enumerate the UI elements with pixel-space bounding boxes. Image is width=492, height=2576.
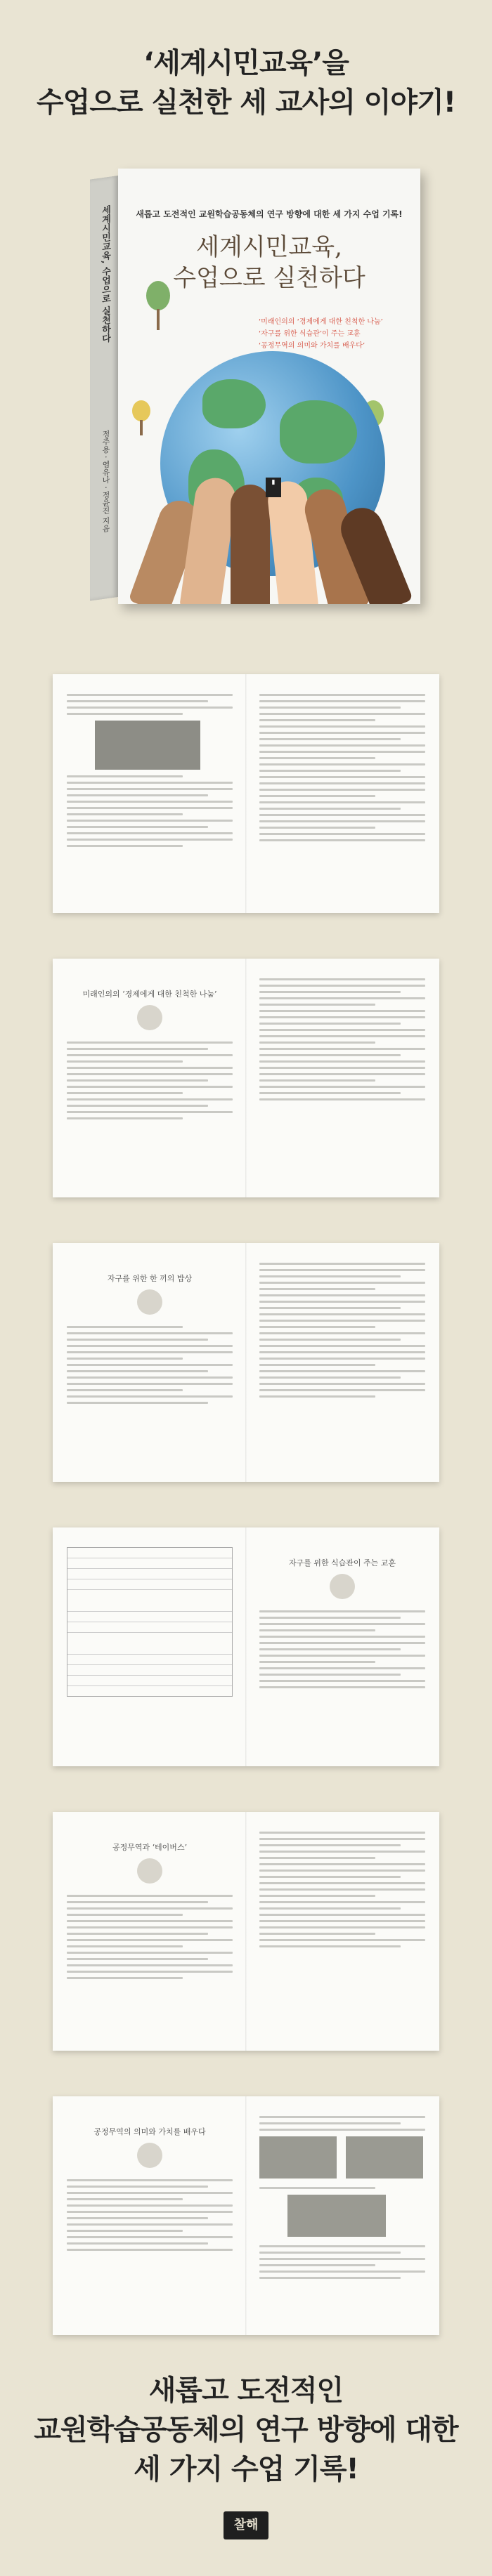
chapter-ornament-icon (137, 1858, 162, 1884)
spread-3-left-page (67, 1259, 233, 1466)
headline-bottom (0, 2371, 492, 2489)
spread-2-right-page (259, 974, 425, 1182)
spread-4-right-page (259, 1543, 425, 1751)
spread-1-right-page (259, 690, 425, 898)
cover-title-line2: 수업으로 실천하다 (173, 264, 365, 292)
cover-subtitle: 새롭고 도전적인 교원학습공동체의 연구 방향에 대한 세 가지 수업 기록! (136, 209, 403, 219)
headline-top-line2: 수업으로 실천한 세 교사의 이야기! (37, 86, 455, 119)
spread-5-left-page (67, 1827, 233, 2035)
sample-spread-4 (53, 1527, 439, 1766)
sample-spread-5 (53, 1812, 439, 2051)
sample-spread-3 (53, 1243, 439, 1482)
chapter-ornament-icon (137, 1289, 162, 1315)
spine-title: 세계시민교육, 수업으로 실천하다 (100, 204, 110, 344)
headline-bottom-line3: 세 가지 수업 기록! (134, 2453, 358, 2485)
chapter-ornament-icon (137, 2143, 162, 2168)
photo-collage-2 (259, 2195, 425, 2240)
cover-quote-line1: ‘미래인의의 ‘경제에게 대한 친척한 나눔’ (259, 318, 383, 326)
cover-quote-line3: ‘공정무역의 의미와 가치를 배우다’ (259, 342, 365, 350)
spread-6-left-page (67, 2112, 233, 2320)
sample-spread-2 (53, 959, 439, 1197)
spread-2-left-page (67, 974, 233, 1182)
chapter-title: 자구를 위한 한 끼의 밥상 (107, 1274, 193, 1283)
chapter-title: 공정무역의 의미와 가치를 배우다 (93, 2127, 206, 2136)
chapter-ornament-icon (137, 1005, 162, 1030)
cover-quote-line2: ‘자구를 위한 식습관’이 주는 교훈 (259, 330, 361, 338)
spread-6-right-page (259, 2112, 425, 2320)
book-cover (118, 169, 420, 604)
cover-quote (259, 316, 413, 352)
classroom-photo (95, 721, 200, 770)
headline-bottom-line1: 새롭고 도전적인 (148, 2374, 344, 2407)
headline-top (0, 44, 492, 122)
spread-4-left-page (67, 1543, 233, 1751)
headline-bottom-line2: 교원학습공동체의 연구 방향에 대한 (34, 2414, 458, 2446)
publisher-logo: 찰해 (224, 2511, 268, 2539)
book-image (90, 169, 420, 604)
chapter-title: 자구를 위한 식습관이 주는 교훈 (288, 1558, 396, 1568)
chapter-ornament-icon (330, 1574, 355, 1599)
spread-3-right-page (259, 1259, 425, 1466)
chapter-title: 미래인의의 ‘경제에게 대한 친척한 나눔’ (82, 990, 217, 999)
sample-spread-6 (53, 2096, 439, 2335)
spread-1-left-page (67, 690, 233, 898)
lesson-plan-table (67, 1547, 233, 1697)
spread-5-right-page (259, 1827, 425, 2035)
photo-collage (259, 2136, 425, 2181)
publisher-mark-small: ▮ (266, 478, 281, 497)
sample-spread-1 (53, 674, 439, 913)
book-spine (90, 176, 118, 601)
spine-authors: 정주용 · 염유나 · 정윤진 지음 (101, 429, 110, 533)
headline-top-line1: ‘세계시민교육’을 (143, 47, 349, 79)
chapter-title: 공정무역과 ‘테이버스’ (112, 1843, 188, 1852)
cover-title-line1: 세계시민교육, (196, 233, 342, 261)
